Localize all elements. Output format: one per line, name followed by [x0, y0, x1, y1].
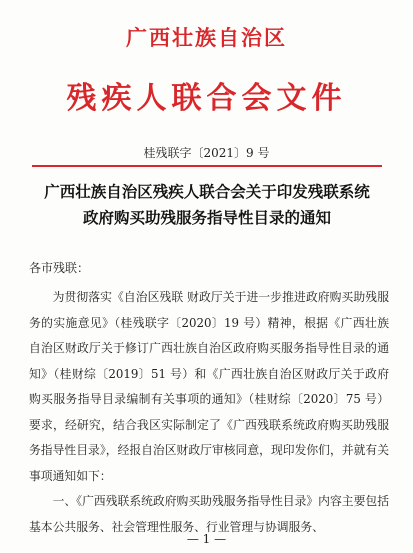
- notice-title-line-2: 政府购买助残服务指导性目录的通知: [82, 208, 331, 227]
- document-header-title: 残疾人联合会文件: [66, 81, 347, 116]
- issuing-region: 广西壮族自治区: [126, 25, 287, 50]
- document-number: 桂残联字〔2021〕9 号: [143, 146, 270, 160]
- page-number: — 1 —: [186, 532, 227, 546]
- document-body: [29, 285, 389, 540]
- salutation: 各市残联：: [29, 261, 90, 275]
- red-divider-line: [32, 165, 382, 167]
- body-paragraph-2: 一、《广西残联系统政府购买助残服务指导性目录》内容主要包括基本公共服务、社会管理性服务、行业管理与协调服务、: [29, 494, 389, 534]
- notice-title: [24, 179, 390, 231]
- notice-title-line-1: 广西壮族自治区残疾人联合会关于印发残联系统: [44, 182, 370, 201]
- body-paragraph-1: 为贯彻落实《自治区残联 财政厅关于进一步推进政府购买助残服务的实施意见》（桂残联字〔2020〕19 号）精神，根据《广西壮族自治区财政厅关于修订广西壮族自治区政府购买服务指导性目录的通知》（桂财综〔2019〕51 号）和《广西壮族自治区财政厅关于政府购买服务指导目录编制有关事项的通知》（桂财综〔2020〕75 号）要求，经研究，结合我区实际制定了《广西残联系统政府购买助残服务指导性目录》，经报自治区财政厅审核同意，现印发你们，并就有关事项通知如下：: [29, 290, 389, 483]
